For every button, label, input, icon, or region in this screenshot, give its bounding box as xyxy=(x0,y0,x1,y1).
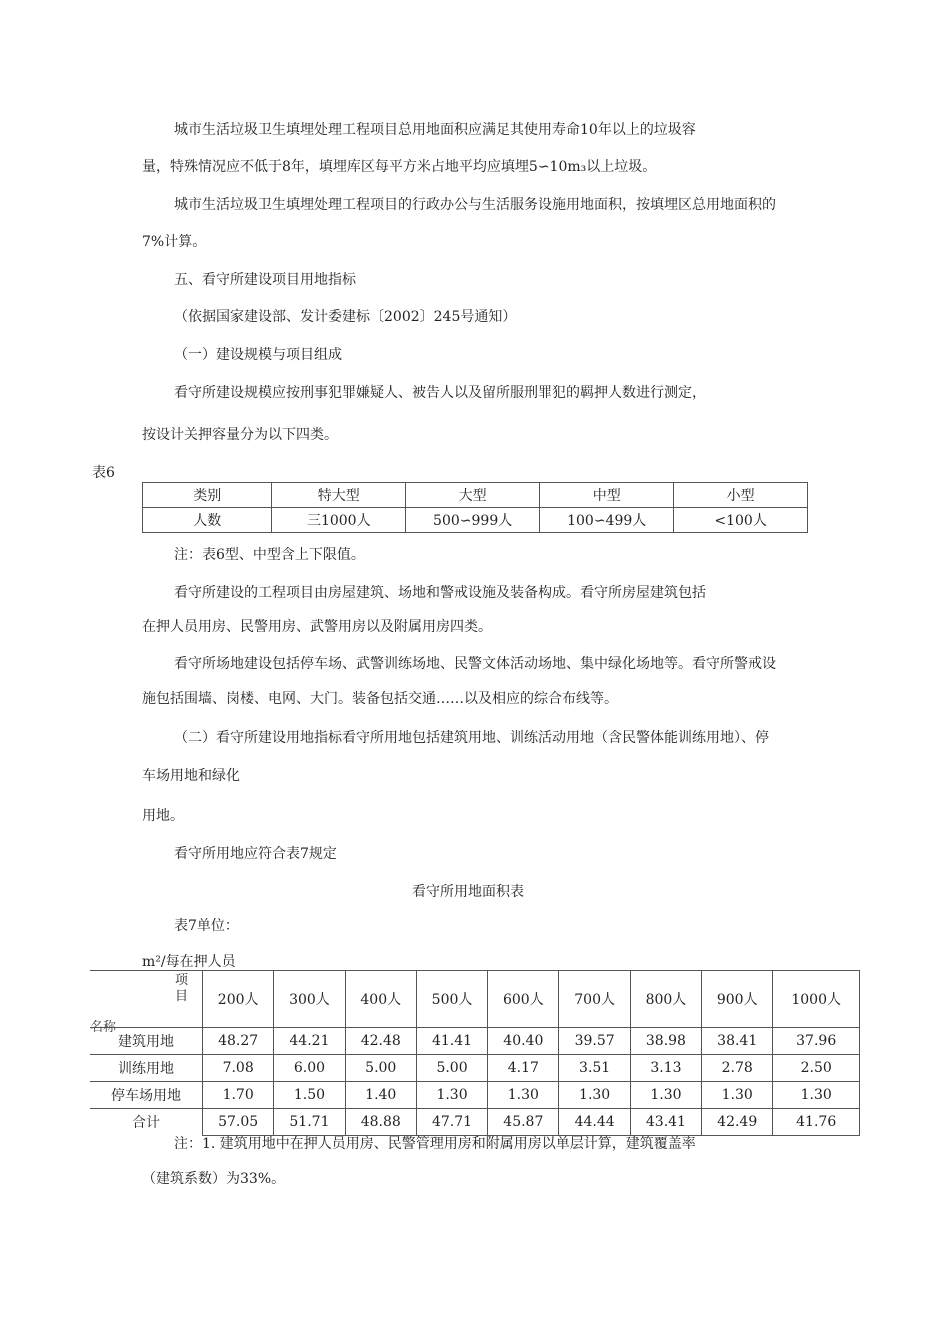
table-7-cell: 3.13 xyxy=(630,1055,701,1082)
paragraph-5-line-1: 看守所场地建设包括停车场、武警训练场地、民警文体活动场地、集中绿化场地等。看守所警戒设 xyxy=(174,656,776,672)
table-7-cell: 41.76 xyxy=(773,1109,860,1136)
paragraph-6: 看守所用地应符合表7规定 xyxy=(174,846,337,862)
table-7-cell: 45.87 xyxy=(488,1109,559,1136)
table-7-column-header: 200人 xyxy=(203,971,274,1028)
table-7 xyxy=(90,970,860,1136)
subsection-1-title: （一）建设规模与项目组成 xyxy=(174,347,342,363)
table-7-cell: 1.40 xyxy=(345,1082,416,1109)
table-7-cell: 1.70 xyxy=(203,1082,274,1109)
table-6 xyxy=(142,482,808,533)
table-7-cell: 5.00 xyxy=(416,1055,487,1082)
table-6-header-cell: 大型 xyxy=(406,483,540,508)
subsection-2-line-2: 车场用地和绿化 xyxy=(142,768,240,784)
table-7-row-training xyxy=(90,1055,860,1082)
table-7-cell: 2.50 xyxy=(773,1055,860,1082)
paragraph-4-line-2: 在押人员用房、民警用房、武警用房以及附属用房四类。 xyxy=(142,619,492,635)
table-7-row-parking xyxy=(90,1082,860,1109)
corner-label-top: 项 xyxy=(174,973,188,988)
table-7-cell: 43.41 xyxy=(630,1109,701,1136)
table-7-column-header: 400人 xyxy=(345,971,416,1028)
table-7-column-header: 600人 xyxy=(488,971,559,1028)
table-7-cell: 3.51 xyxy=(559,1055,630,1082)
table-7-column-header: 800人 xyxy=(630,971,701,1028)
table-7-row-total xyxy=(90,1109,860,1136)
subsection-2-line-1: （二）看守所建设用地指标看守所用地包括建筑用地、训练活动用地（含民警体能训练用地）、停 xyxy=(174,730,769,746)
table-7-cell: 38.41 xyxy=(702,1028,773,1055)
table-7-cell: 1.30 xyxy=(702,1082,773,1109)
table-7-cell: 44.21 xyxy=(274,1028,345,1055)
paragraph-3-line-1: 看守所建设规模应按刑事犯罪嫌疑人、被告人以及留所服刑罪犯的羁押人数进行测定， xyxy=(174,385,706,401)
table-7-cell: 1.30 xyxy=(416,1082,487,1109)
paragraph-1-line-2: 量，特殊情况应不低于8年，填埋库区每平方米占地平均应填埋5∽10m₃以上垃圾。 xyxy=(142,159,657,175)
table-6-cell: 100∽499人 xyxy=(540,508,674,533)
table-7-cell: 42.48 xyxy=(345,1028,416,1055)
table-7-cell: 4.17 xyxy=(488,1055,559,1082)
table-7-row-name: 停车场用地 xyxy=(90,1082,203,1109)
table-7-column-header: 500人 xyxy=(416,971,487,1028)
table-6-data-row xyxy=(143,508,808,533)
table-7-cell: 42.49 xyxy=(702,1109,773,1136)
table-7-cell: 1.30 xyxy=(559,1082,630,1109)
table-7-cell: 37.96 xyxy=(773,1028,860,1055)
table-7-corner-cell xyxy=(90,971,203,1035)
paragraph-3-line-2: 按设计关押容量分为以下四类。 xyxy=(142,427,338,443)
table-6-header-cell: 小型 xyxy=(674,483,808,508)
table-7-cell: 1.50 xyxy=(274,1082,345,1109)
table-7-cell: 40.40 xyxy=(488,1028,559,1055)
table-7-column-header: 900人 xyxy=(702,971,773,1028)
table-7-cell: 6.00 xyxy=(274,1055,345,1082)
table-6-cell: <100人 xyxy=(674,508,808,533)
table-6-header-cell: 类别 xyxy=(143,483,272,508)
table-7-cell: 1.30 xyxy=(630,1082,701,1109)
table-7-column-header: 700人 xyxy=(559,971,630,1028)
paragraph-5-line-2: 施包括围墙、岗楼、电网、大门。装备包括交通……以及相应的综合布线等。 xyxy=(142,691,618,707)
table-7-cell: 7.08 xyxy=(203,1055,274,1082)
table-7-row-name: 建筑用地 xyxy=(90,1028,203,1055)
section-5-basis: （依据国家建设部、发计委建标〔2002〕245号通知） xyxy=(174,309,517,325)
table-7-cell: 57.05 xyxy=(203,1109,274,1136)
table-7-cell: 38.98 xyxy=(630,1028,701,1055)
table-6-note: 注：表6型、中型含上下限值。 xyxy=(174,547,365,563)
table-7-cell: 48.88 xyxy=(345,1109,416,1136)
table-7-cell: 1.30 xyxy=(488,1082,559,1109)
table-6-header-cell: 中型 xyxy=(540,483,674,508)
table-7-cell: 5.00 xyxy=(345,1055,416,1082)
table-7-cell: 47.71 xyxy=(416,1109,487,1136)
table-7-header-row xyxy=(90,971,860,1028)
table-7-column-header: 300人 xyxy=(274,971,345,1028)
section-5-title: 五、看守所建设项目用地指标 xyxy=(174,272,356,288)
table-7-label: 表7单位： xyxy=(174,918,239,934)
table-7-cell: 2.78 xyxy=(702,1055,773,1082)
table-7-cell: 39.57 xyxy=(559,1028,630,1055)
table-7-column-header: 1000人 xyxy=(773,971,860,1028)
table-6-label: 表6 xyxy=(92,465,115,481)
table-7-cell: 51.71 xyxy=(274,1109,345,1136)
table-6-header-cell: 特大型 xyxy=(272,483,406,508)
table-7-cell: 44.44 xyxy=(559,1109,630,1136)
table-7-row-name: 合计 xyxy=(90,1109,203,1136)
table-6-cell: 500∽999人 xyxy=(406,508,540,533)
paragraph-4-line-1: 看守所建设的工程项目由房屋建筑、场地和警戒设施及装备构成。看守所房屋建筑包括 xyxy=(174,585,706,601)
corner-label-top: 目 xyxy=(174,989,188,1004)
table-7-row-name: 训练用地 xyxy=(90,1055,203,1082)
table-7-cell: 41.41 xyxy=(416,1028,487,1055)
table-6-header-row xyxy=(143,483,808,508)
paragraph-2-line-2: 7%计算。 xyxy=(142,234,207,250)
table-7-note-line-1: 注：1. 建筑用地中在押人员用房、民警管理用房和附属用房以单层计算，建筑覆盖率 xyxy=(174,1136,696,1152)
subsection-2-line-3: 用地。 xyxy=(142,808,184,824)
paragraph-2-line-1: 城市生活垃圾卫生填埋处理工程项目的行政办公与生活服务设施用地面积，按填埋区总用地面积的 xyxy=(174,197,776,213)
table-6-cell: 人数 xyxy=(143,508,272,533)
corner-label-bottom: 名称 xyxy=(90,1020,117,1035)
paragraph-1-line-1: 城市生活垃圾卫生填埋处理工程项目总用地面积应满足其使用寿命10年以上的垃圾容 xyxy=(174,122,696,138)
table-7-unit: m²/每在押人员 xyxy=(142,954,236,970)
table-7-cell: 48.27 xyxy=(203,1028,274,1055)
table-7-cell: 1.30 xyxy=(773,1082,860,1109)
table-7-title: 看守所用地面积表 xyxy=(412,884,524,900)
table-7-row-building xyxy=(90,1028,860,1055)
table-6-cell: 三1000人 xyxy=(272,508,406,533)
table-7-note-line-2: （建筑系数）为33%。 xyxy=(142,1171,286,1187)
